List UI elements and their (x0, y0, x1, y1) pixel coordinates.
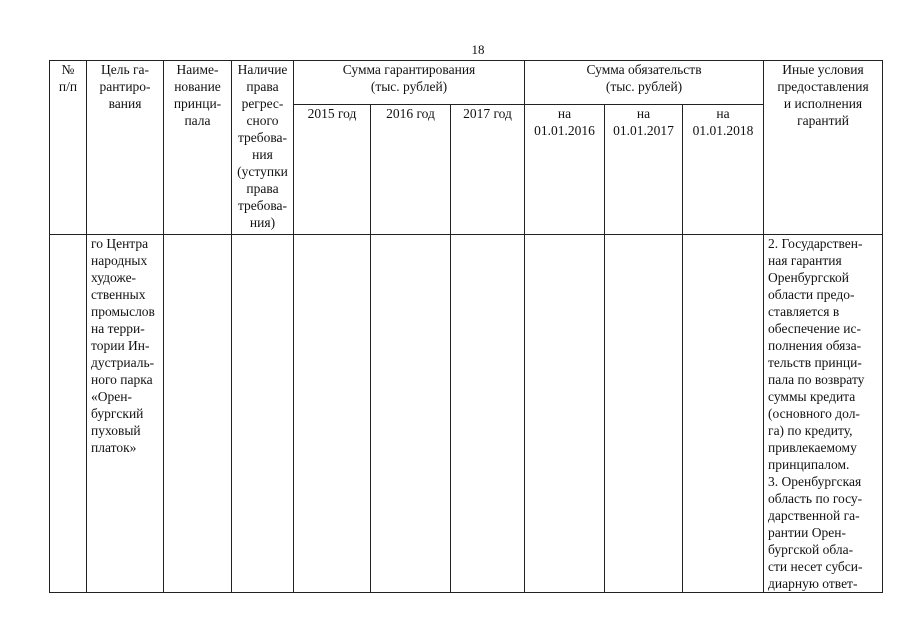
header-other-terms: Иные условия предоставления и исполнения гарантий (764, 61, 883, 235)
page-number: 18 (471, 42, 485, 57)
cell-recourse (232, 235, 294, 593)
header-recourse: Наличие права регрес- сного требова- ния (уступки права требова- ния) (232, 61, 294, 235)
cell-on-2016 (525, 235, 605, 593)
header-date-2017: на 01.01.2017 (605, 105, 683, 235)
header-date-2016: на 01.01.2016 (525, 105, 605, 235)
cell-2016 (371, 235, 451, 593)
header-principal: Наиме- нование принци- пала (164, 61, 232, 235)
cell-2015 (294, 235, 371, 593)
cell-other-terms: 2. Государствен- ная гарантия Оренбургской области предо- ставляется в обеспечение ис- полнения обяза- тельств принци- пала по возврату суммы кредита (основного дол- га) по кредиту, привлекаемому принципалом. 3. Оренбургская область по госу- дарственной га- рантии Орен- бургской обла- сти несет субси- диарную ответ- (764, 235, 883, 593)
cell-on-2018 (683, 235, 764, 593)
table-row (50, 235, 883, 593)
header-row-1 (50, 61, 883, 105)
header-num: № п/п (50, 61, 87, 235)
guarantees-table (49, 60, 883, 593)
header-purpose: Цель га- рантиро- вания (87, 61, 164, 235)
header-date-2018: на 01.01.2018 (683, 105, 764, 235)
header-year-2016: 2016 год (371, 105, 451, 235)
header-obligations-sum: Сумма обязательств (тыс. рублей) (525, 61, 764, 105)
cell-2017 (451, 235, 525, 593)
header-guarantee-sum: Сумма гарантирования (тыс. рублей) (294, 61, 525, 105)
cell-principal (164, 235, 232, 593)
cell-num (50, 235, 87, 593)
cell-purpose: го Центра народных художе- ственных промыслов на терри- тории Ин- дустриаль- ного парка «Орен- бургский пуховый платок» (87, 235, 164, 593)
header-year-2015: 2015 год (294, 105, 371, 235)
header-year-2017: 2017 год (451, 105, 525, 235)
cell-on-2017 (605, 235, 683, 593)
